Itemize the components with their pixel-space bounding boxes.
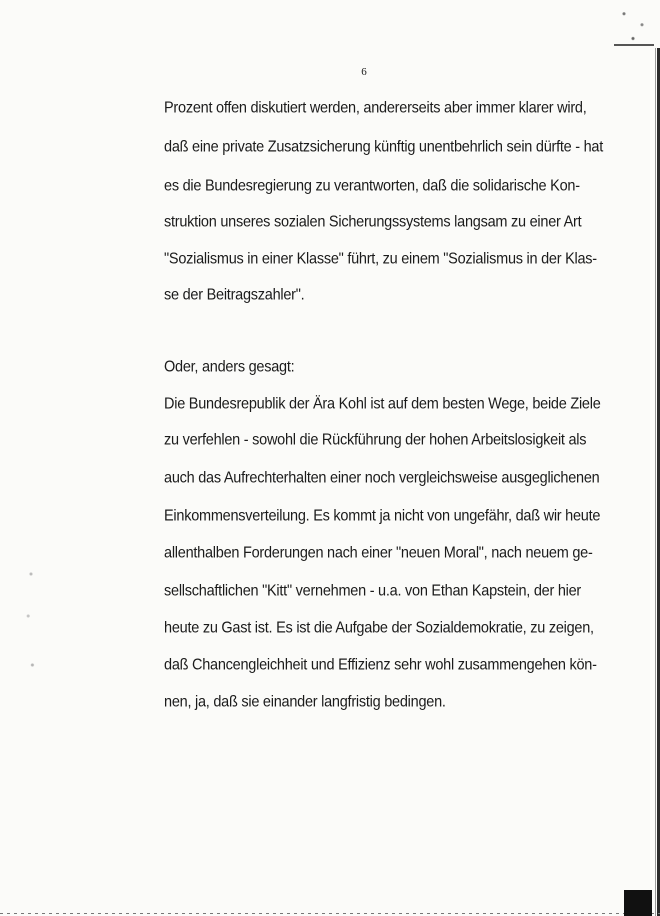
text-line: Prozent offen diskutiert werden, andererseits aber immer klarer wird, bbox=[164, 100, 587, 117]
scan-artifact-dash bbox=[614, 44, 654, 46]
scan-edge-bottom bbox=[0, 913, 660, 914]
text-line: auch das Aufrechterhalten einer noch vergleichsweise ausgeglichenen bbox=[164, 470, 600, 487]
text-line: Oder, anders gesagt: bbox=[164, 359, 295, 376]
text-line: nen, ja, daß sie einander langfristig bedingen. bbox=[164, 694, 446, 711]
text-line: zu verfehlen - sowohl die Rückführung der hohen Arbeitslosigkeit als bbox=[164, 432, 587, 449]
page-number: 6 bbox=[361, 66, 367, 78]
text-line: daß Chancengleichheit und Effizienz sehr wohl zusammengehen kön- bbox=[164, 657, 597, 674]
text-line: "Sozialismus in einer Klasse" führt, zu einem "Sozialismus in der Klas- bbox=[164, 251, 597, 268]
text-line: heute zu Gast ist. Es ist die Aufgabe der Sozialdemokratie, zu zeigen, bbox=[164, 620, 594, 637]
scan-edge-right-inner bbox=[655, 48, 656, 916]
text-line: sellschaftlichen "Kitt" vernehmen - u.a. von Ethan Kapstein, der hier bbox=[164, 583, 581, 600]
scan-artifact-corner bbox=[600, 0, 660, 55]
text-line: se der Beitragszahler". bbox=[164, 287, 305, 304]
text-line: allenthalben Forderungen nach einer "neuen Moral", nach neuem ge- bbox=[164, 545, 593, 562]
text-line: struktion unseres sozialen Sicherungssystems langsam zu einer Art bbox=[164, 214, 582, 231]
text-line: daß eine private Zusatzsicherung künftig unentbehrlich sein dürfte - hat bbox=[164, 139, 604, 156]
text-line: es die Bundesregierung zu verantworten, daß die solidarische Kon- bbox=[164, 178, 580, 195]
text-line: Die Bundesrepublik der Ära Kohl ist auf dem besten Wege, beide Ziele bbox=[164, 396, 601, 413]
scan-artifact-bottom-right bbox=[624, 890, 652, 916]
scan-artifact-left bbox=[24, 560, 38, 700]
text-line: Einkommensverteilung. Es kommt ja nicht von ungefähr, daß wir heute bbox=[164, 508, 601, 525]
